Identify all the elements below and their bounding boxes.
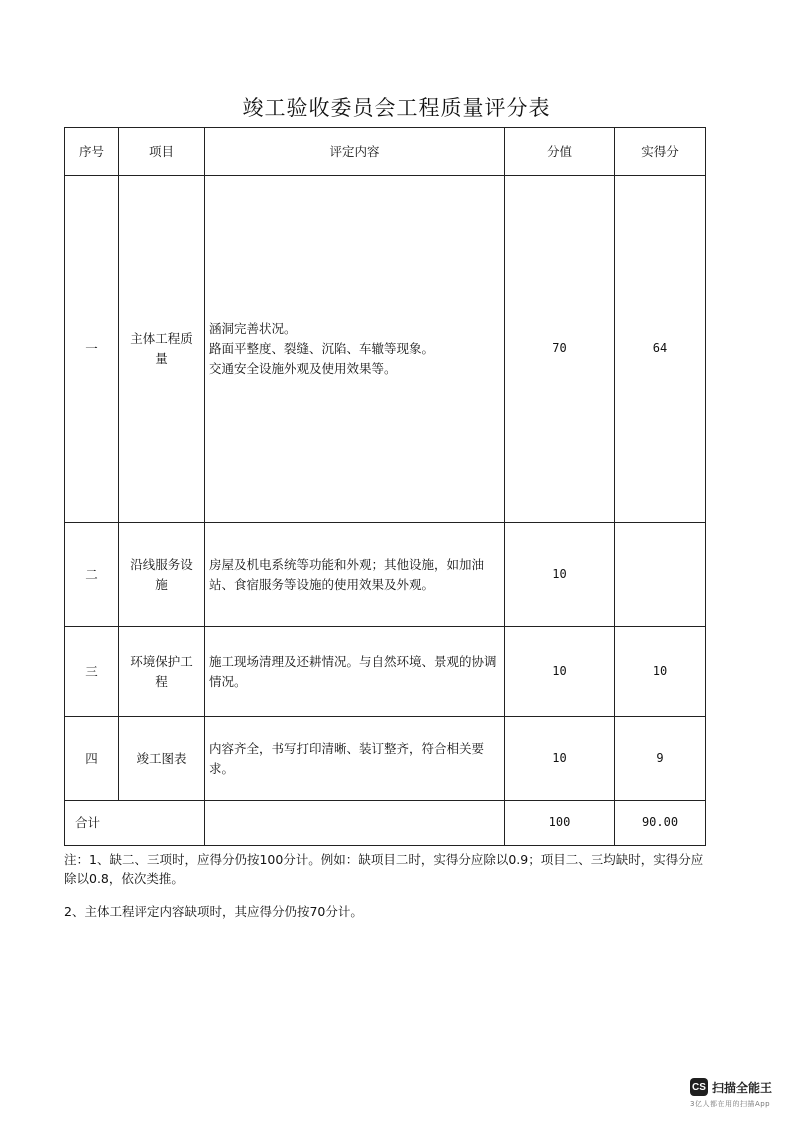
row-content xyxy=(205,717,505,801)
page-title: 竣工验收委员会工程质量评分表 xyxy=(242,96,551,120)
header-content: 评定内容 xyxy=(205,128,505,176)
row-content xyxy=(205,176,505,523)
row-score: 10 xyxy=(505,523,615,627)
row-no: 一 xyxy=(65,176,119,523)
watermark-name: 扫描全能王 xyxy=(712,1080,773,1095)
header-no: 序号 xyxy=(65,128,119,176)
header-actual: 实得分 xyxy=(615,128,706,176)
table-row xyxy=(65,717,706,801)
header-score: 分值 xyxy=(505,128,615,176)
row-no: 二 xyxy=(65,523,119,627)
score-table xyxy=(64,127,706,846)
row-score: 10 xyxy=(505,717,615,801)
total-actual: 90.00 xyxy=(615,801,706,846)
header-item: 项目 xyxy=(119,128,205,176)
total-row xyxy=(65,801,706,846)
row-item: 竣工图表 xyxy=(119,717,205,801)
row-content xyxy=(205,523,505,627)
note-2: 2、主体工程评定内容缺项时，其应得分仍按70分计。 xyxy=(64,903,363,919)
row-actual: 10 xyxy=(615,627,706,717)
scanner-watermark xyxy=(690,1078,786,1109)
row-actual: 64 xyxy=(615,176,706,523)
content-line: 涵洞完善状况。 xyxy=(209,321,297,336)
table-header-row xyxy=(65,128,706,176)
table-row xyxy=(65,523,706,627)
camscanner-logo-icon: CS xyxy=(690,1078,708,1096)
table-row xyxy=(65,627,706,717)
content-line: 交通安全设施外观及使用效果等。 xyxy=(209,361,397,376)
total-label: 合计 xyxy=(65,801,205,846)
row-item: 主体工程质量 xyxy=(119,176,205,523)
content-line: 施工现场清理及还耕情况。与自然环境、景观的协调情况。 xyxy=(209,653,497,689)
row-item: 环境保护工程 xyxy=(119,627,205,717)
row-actual xyxy=(615,523,706,627)
row-item: 沿线服务设施 xyxy=(119,523,205,627)
total-content xyxy=(205,801,505,846)
total-score: 100 xyxy=(505,801,615,846)
row-actual: 9 xyxy=(615,717,706,801)
row-score: 10 xyxy=(505,627,615,717)
row-score: 70 xyxy=(505,176,615,523)
watermark-tagline: 3亿人都在用的扫描App xyxy=(690,1100,771,1108)
row-no: 四 xyxy=(65,717,119,801)
content-line: 房屋及机电系统等功能和外观；其他设施，如加油站、食宿服务等设施的使用效果及外观。 xyxy=(209,556,485,592)
note-1: 注：1、缺二、三项时，应得分仍按100分计。例如：缺项目二时，实得分应除以0.9；项目二、三均缺时，实得分应除以0.8，依次类推。 xyxy=(64,852,704,887)
content-line: 内容齐全，书写打印清晰、装订整齐，符合相关要求。 xyxy=(209,740,485,776)
notes xyxy=(64,850,714,921)
content-line: 路面平整度、裂缝、沉陷、车辙等现象。 xyxy=(209,341,435,356)
row-no: 三 xyxy=(65,627,119,717)
table-row xyxy=(65,176,706,523)
row-content xyxy=(205,627,505,717)
